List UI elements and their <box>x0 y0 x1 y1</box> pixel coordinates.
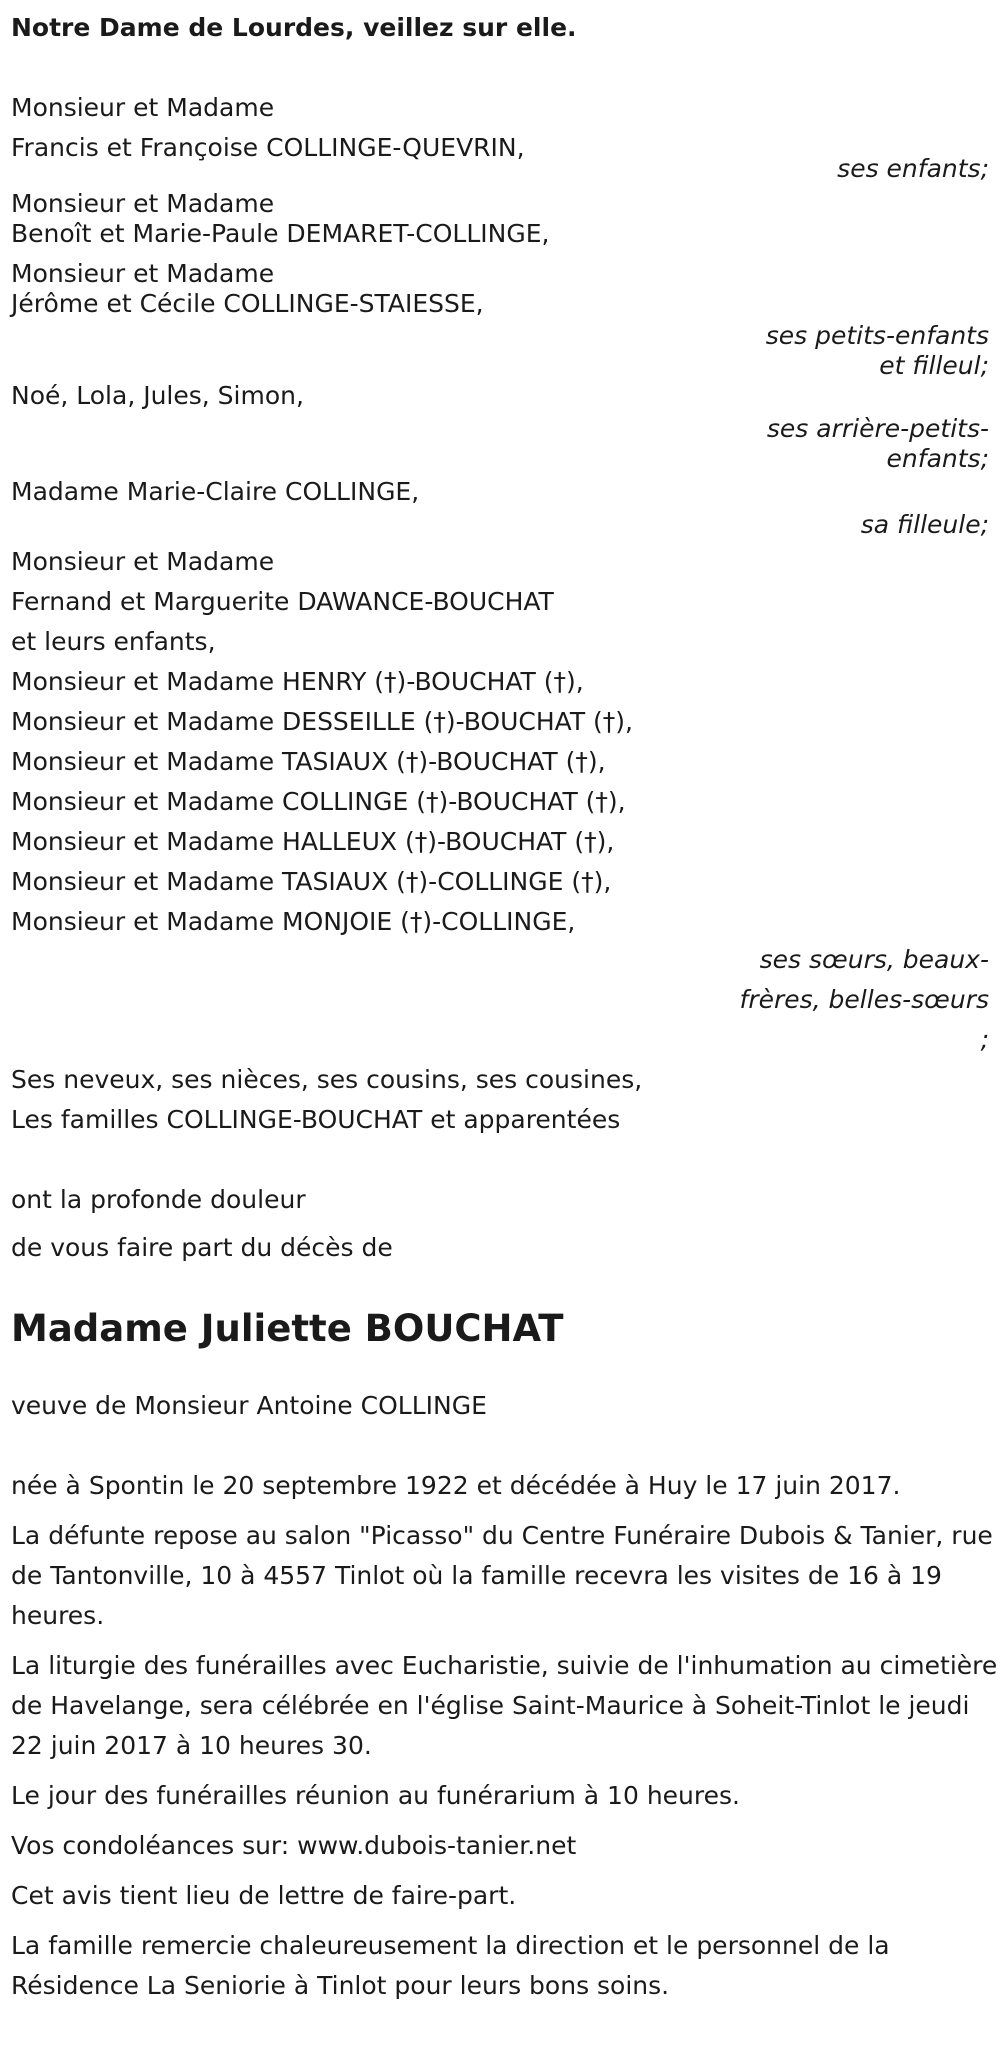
family-line: Monsieur et Madame HALLEUX (†)-BOUCHAT (†), <box>11 827 615 856</box>
family-group-children <box>11 88 989 184</box>
family-group-grandchildren <box>11 184 989 381</box>
family-line: Monsieur et Madame DESSEILLE (†)-BOUCHAT (†), <box>11 707 633 736</box>
relation-label: frères, belles-sœurs <box>739 985 989 1014</box>
relation-label: ses arrière-petits- <box>766 414 989 443</box>
header-prayer: Notre Dame de Lourdes, veillez sur elle. <box>11 13 577 42</box>
relation-label: ses sœurs, beaux- <box>759 945 989 974</box>
relation-label: ses enfants; <box>837 154 989 183</box>
family-line: Monsieur et Madame <box>11 189 275 218</box>
family-line: Monsieur et Madame TASIAUX (†)-BOUCHAT (†), <box>11 747 606 776</box>
family-line: Ses neveux, ses nièces, ses cousins, ses cousines, <box>11 1065 643 1094</box>
family-group-siblings <box>11 542 989 1060</box>
family-line: Monsieur et Madame <box>11 259 275 288</box>
relation-label: sa filleule; <box>860 510 989 539</box>
family-line: Monsieur et Madame COLLINGE (†)-BOUCHAT (†), <box>11 787 626 816</box>
relation-label: ; <box>980 1025 989 1054</box>
family-line: Monsieur et Madame HENRY (†)-BOUCHAT (†), <box>11 667 584 696</box>
family-line: Madame Marie-Claire COLLINGE, <box>11 477 420 506</box>
family-group-great-grandchildren <box>11 381 989 474</box>
details <box>11 1466 998 2006</box>
family-line: Monsieur et Madame <box>11 547 275 576</box>
spouse-line: veuve de Monsieur Antoine COLLINGE <box>11 1391 487 1420</box>
condolences-link[interactable]: Vos condoléances sur: www.dubois-tanier.net <box>11 1831 577 1860</box>
announcement <box>11 1180 989 1268</box>
family-line: et leurs enfants, <box>11 627 216 656</box>
detail-paragraph: La liturgie des funérailles avec Eucharistie, suivie de l'inhumation au cimetière de Havelange, sera célébrée en l'église Saint-Maurice à Soheit-Tinlot le jeudi 22 juin 2017 à 10 heures 30. <box>11 1651 998 1760</box>
family-line: Les familles COLLINGE-BOUCHAT et apparentées <box>11 1105 621 1134</box>
family-line: Noé, Lola, Jules, Simon, <box>11 381 304 410</box>
family-line: Monsieur et Madame TASIAUX (†)-COLLINGE (†), <box>11 867 612 896</box>
relation-label: et filleul; <box>879 351 989 380</box>
detail-paragraph: Le jour des funérailles réunion au funérarium à 10 heures. <box>11 1781 740 1810</box>
relation-label: ses petits-enfants <box>765 321 989 350</box>
family-group-goddaughter <box>11 474 989 540</box>
announcement-line: ont la profonde douleur <box>11 1185 306 1214</box>
announcement-line: de vous faire part du décès de <box>11 1233 393 1262</box>
deceased-name: Madame Juliette BOUCHAT <box>11 1307 564 1350</box>
family-line: Jérôme et Cécile COLLINGE-STAIESSE, <box>11 289 484 318</box>
detail-paragraph: Cet avis tient lieu de lettre de faire-part. <box>11 1881 517 1910</box>
family-line: Benoît et Marie-Paule DEMARET-COLLINGE, <box>11 219 550 248</box>
obituary-page <box>0 8 1000 2058</box>
detail-paragraph: La défunte repose au salon "Picasso" du Centre Funéraire Dubois & Tanier, rue de Tantonville, 10 à 4557 Tinlot où la famille recevra les visites de 16 à 19 heures. <box>11 1521 993 1630</box>
family-line: Fernand et Marguerite DAWANCE-BOUCHAT <box>11 587 554 616</box>
family-line: Monsieur et Madame <box>11 93 275 122</box>
family-line: Francis et Françoise COLLINGE-QUEVRIN, <box>11 133 525 162</box>
family-line: Monsieur et Madame MONJOIE (†)-COLLINGE, <box>11 907 576 936</box>
family-group-extended <box>11 1060 989 1140</box>
detail-paragraph: La famille remercie chaleureusement la direction et le personnel de la Résidence La Seniorie à Tinlot pour leurs bons soins. <box>11 1931 890 2000</box>
relation-label: enfants; <box>886 444 989 473</box>
detail-paragraph: née à Spontin le 20 septembre 1922 et décédée à Huy le 17 juin 2017. <box>11 1471 901 1500</box>
